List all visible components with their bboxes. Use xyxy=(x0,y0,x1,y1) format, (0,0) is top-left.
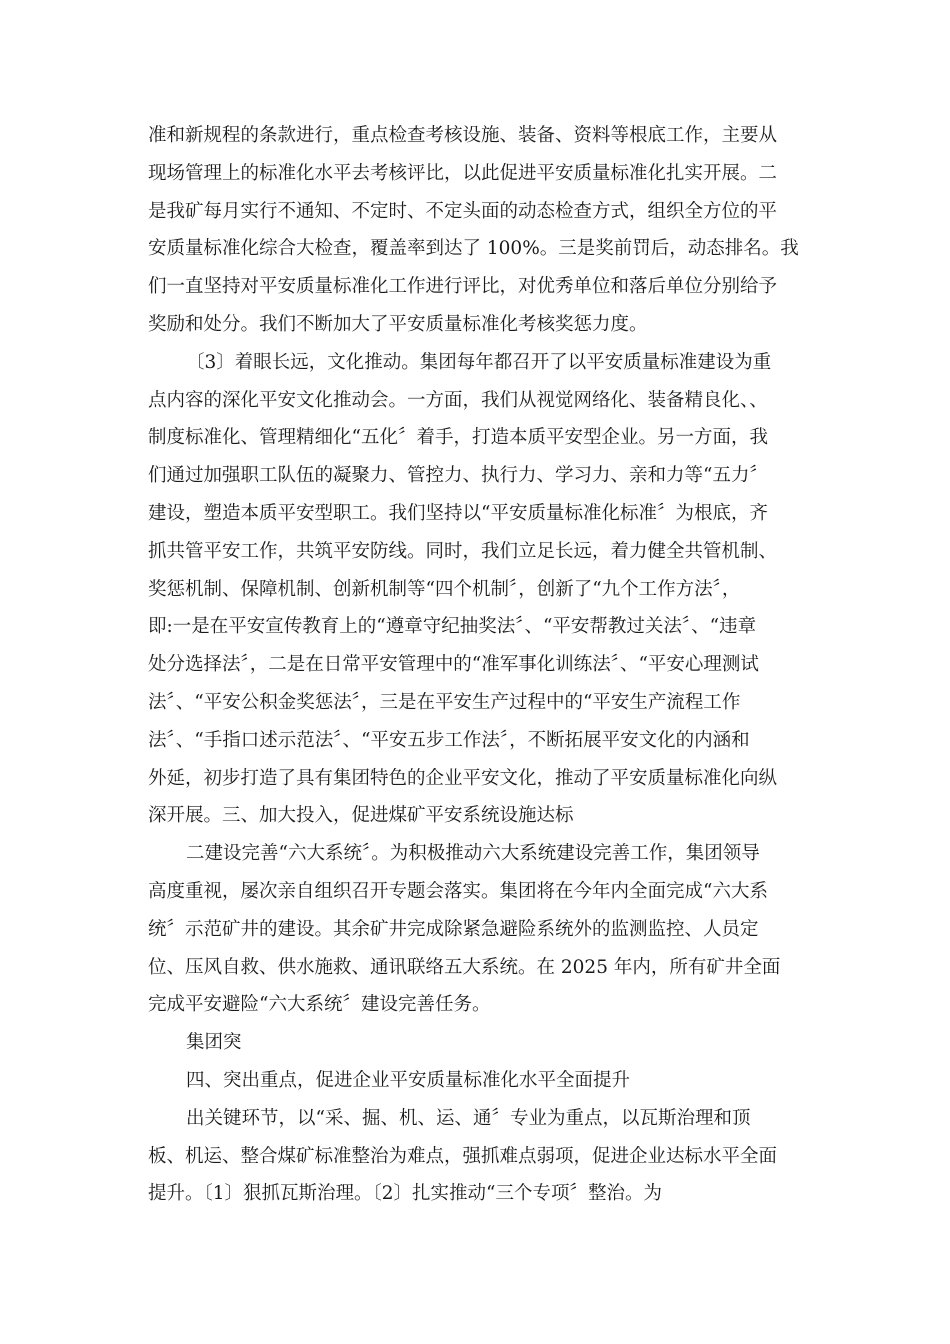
text-line: 现场管理上的标准化水平去考核评比，以此促进平安质量标准化扎实开展。二 xyxy=(148,162,778,184)
text-line: 是我矿每月实行不通知、不定时、不定头面的动态检查方式，组织全方位的平 xyxy=(148,200,778,222)
text-line: 高度重视，屡次亲自组织召开专题会落实。集团将在今年内全面完成“六大系 xyxy=(148,880,768,902)
text-line: 们通过加强职工队伍的凝聚力、管控力、执行力、学习力、亲和力等“五力〞 xyxy=(148,465,768,487)
text-line: 深开展。三、加大投入，促进煤矿平安系统设施达标 xyxy=(148,805,574,827)
text-line: 制度标准化、管理精细化“五化〞着手，打造本质平安型企业。另一方面，我 xyxy=(148,427,768,449)
text-line: 奖励和处分。我们不断加大了平安质量标准化考核奖惩力度。 xyxy=(148,313,648,335)
text-line: 准和新规程的条款进行，重点检查考核设施、装备、资料等根底工作，主要从 xyxy=(148,125,778,146)
text-line: 处分选择法〞，二是在日常平安管理中的“准军事化训练法〞、“平安心理测试 xyxy=(148,654,759,676)
text-line: 四、突出重点，促进企业平安质量标准化水平全面提升 xyxy=(186,1069,631,1091)
text-line: 外延，初步打造了具有集团特色的企业平安文化，推动了平安质量标准化向纵 xyxy=(148,767,778,789)
text-line: 二建设完善“六大系统〞。为积极推动六大系统建设完善工作，集团领导 xyxy=(186,843,760,865)
text-line: 法〞、“手指口述示范法〞、“平安五步工作法〞，不断拓展平安文化的内涵和 xyxy=(148,729,750,751)
text-line: 们一直坚持对平安质量标准化工作进行评比，对优秀单位和落后单位分别给予 xyxy=(148,276,778,298)
text-line: 点内容的深化平安文化推动会。一方面，我们从视觉网络化、装备精良化、、 xyxy=(148,389,768,411)
text-line: 位、压风自救、供水施救、通讯联络五大系统。在 2025 年内，所有矿井全面 xyxy=(148,956,781,978)
text-line: 奖惩机制、保障机制、创新机制等“四个机制〞，创新了“九个工作方法〞， xyxy=(148,578,741,600)
text-line: 〔3〕着眼长远，文化推动。集团每年都召开了以平安质量标准建设为重 xyxy=(186,351,772,373)
text-line: 集团突 xyxy=(186,1032,242,1054)
body-text xyxy=(148,117,808,1213)
text-line: 即:一是在平安宣传教育上的“遵章守纪抽奖法〞、“平安帮教过关法〞、“违章 xyxy=(148,616,757,638)
text-line: 统〞示范矿井的建设。其余矿井完成除紧急避险系统外的监测监控、人员定 xyxy=(148,918,759,940)
text-line: 出关键环节，以“采、掘、机、运、通〞专业为重点，以瓦斯治理和顶 xyxy=(186,1107,751,1129)
text-line: 提升。〔1〕狠抓瓦斯治理。〔2〕扎实推动“三个专项〞整治。为 xyxy=(148,1183,663,1205)
text-line: 完成平安避险“六大系统〞建设完善任务。 xyxy=(148,994,491,1016)
text-line: 安质量标准化综合大检查，覆盖率到达了 100%。三是奖前罚后，动态排名。我 xyxy=(148,238,799,260)
text-line: 法〞、“平安公积金奖惩法〞，三是在平安生产过程中的“平安生产流程工作 xyxy=(148,691,741,713)
text-line: 板、机运、整合煤矿标准整治为难点，强抓难点弱项，促进企业达标水平全面 xyxy=(148,1145,778,1167)
text-line: 抓共管平安工作，共筑平安防线。同时，我们立足长远，着力健全共管机制、 xyxy=(148,540,778,562)
text-line: 建设，塑造本质平安型职工。我们坚持以“平安质量标准化标准〞为根底，齐 xyxy=(148,502,768,524)
